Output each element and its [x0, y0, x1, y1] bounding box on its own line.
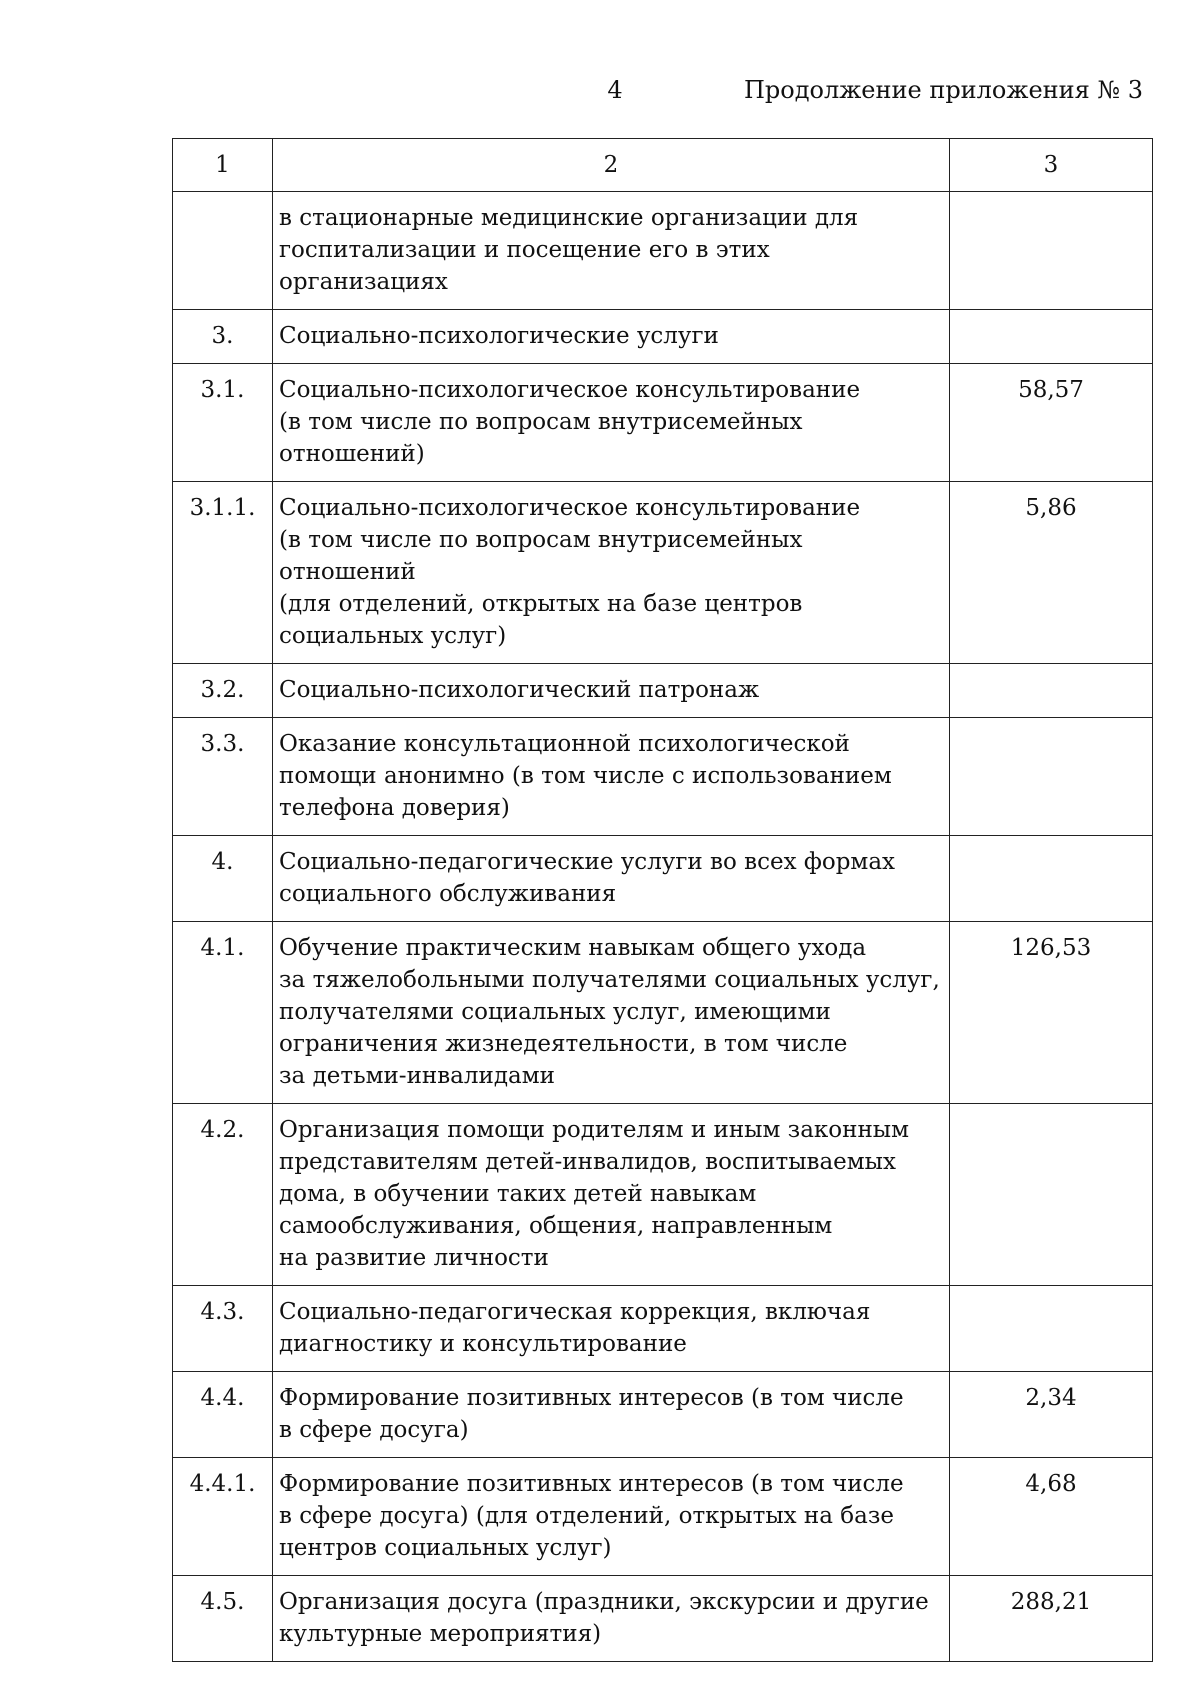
- service-description: Социально-педагогическая коррекция, включая диагностику и консультирование: [273, 1286, 950, 1372]
- service-rate: 5,86: [950, 482, 1153, 664]
- service-rate: 58,57: [950, 364, 1153, 482]
- service-description: Обучение практическим навыкам общего ухода за тяжелобольными получателями социальных услуг, получателями социальных услуг, имеющими ограничения жизнедеятельности, в том числе за детьми-инвалидами: [273, 922, 950, 1104]
- service-rate: [950, 192, 1153, 310]
- service-description: Социально-педагогические услуги во всех формах социального обслуживания: [273, 836, 950, 922]
- service-description: Формирование позитивных интересов (в том числе в сфере досуга) (для отделений, открытых на базе центров социальных услуг): [273, 1458, 950, 1576]
- table-row: [173, 364, 1153, 482]
- table-row: [173, 718, 1153, 836]
- table-row: [173, 310, 1153, 364]
- service-rate: 126,53: [950, 922, 1153, 1104]
- table-row: [173, 1372, 1153, 1458]
- services-table: [172, 138, 1153, 1662]
- table-header-row: [173, 139, 1153, 192]
- service-description: Социально-психологический патронаж: [273, 664, 950, 718]
- service-description: Формирование позитивных интересов (в том числе в сфере досуга): [273, 1372, 950, 1458]
- table-row: [173, 922, 1153, 1104]
- table-row: [173, 482, 1153, 664]
- service-rate: [950, 718, 1153, 836]
- service-description: Оказание консультационной психологической помощи анонимно (в том числе с использованием телефона доверия): [273, 718, 950, 836]
- services-table-body: [173, 139, 1153, 1662]
- row-number: 4.: [173, 836, 273, 922]
- table-row: [173, 1458, 1153, 1576]
- row-number: 4.3.: [173, 1286, 273, 1372]
- service-description: Социально-психологическое консультирование (в том числе по вопросам внутрисемейных отношений (для отделений, открытых на базе центров социальных услуг): [273, 482, 950, 664]
- service-description: в стационарные медицинские организации для госпитализации и посещение его в этих организациях: [273, 192, 950, 310]
- row-number: 3.3.: [173, 718, 273, 836]
- service-rate: 4,68: [950, 1458, 1153, 1576]
- row-number: 4.4.: [173, 1372, 273, 1458]
- column-header-1: 1: [173, 139, 273, 192]
- service-rate: [950, 836, 1153, 922]
- table-row: [173, 1576, 1153, 1662]
- row-number: [173, 192, 273, 310]
- row-number: 4.4.1.: [173, 1458, 273, 1576]
- service-description: Социально-психологическое консультирование (в том числе по вопросам внутрисемейных отношений): [273, 364, 950, 482]
- service-rate: 288,21: [950, 1576, 1153, 1662]
- column-header-2: 2: [273, 139, 950, 192]
- table-row: [173, 1104, 1153, 1286]
- service-rate: 2,34: [950, 1372, 1153, 1458]
- service-rate: [950, 310, 1153, 364]
- row-number: 4.1.: [173, 922, 273, 1104]
- table-row: [173, 1286, 1153, 1372]
- service-description: Организация досуга (праздники, экскурсии и другие культурные мероприятия): [273, 1576, 950, 1662]
- service-rate: [950, 1104, 1153, 1286]
- service-description: Социально-психологические услуги: [273, 310, 950, 364]
- row-number: 4.2.: [173, 1104, 273, 1286]
- row-number: 3.1.: [173, 364, 273, 482]
- table-row: [173, 836, 1153, 922]
- service-rate: [950, 664, 1153, 718]
- page-number: 4: [607, 76, 623, 104]
- row-number: 4.5.: [173, 1576, 273, 1662]
- column-header-3: 3: [950, 139, 1153, 192]
- table-row: [173, 664, 1153, 718]
- table-row: [173, 192, 1153, 310]
- appendix-continuation-label: Продолжение приложения № 3: [744, 76, 1144, 104]
- service-description: Организация помощи родителям и иным законным представителям детей-инвалидов, воспитываемых дома, в обучении таких детей навыкам самообслуживания, общения, направленным на развитие личности: [273, 1104, 950, 1286]
- row-number: 3.: [173, 310, 273, 364]
- service-rate: [950, 1286, 1153, 1372]
- row-number: 3.1.1.: [173, 482, 273, 664]
- row-number: 3.2.: [173, 664, 273, 718]
